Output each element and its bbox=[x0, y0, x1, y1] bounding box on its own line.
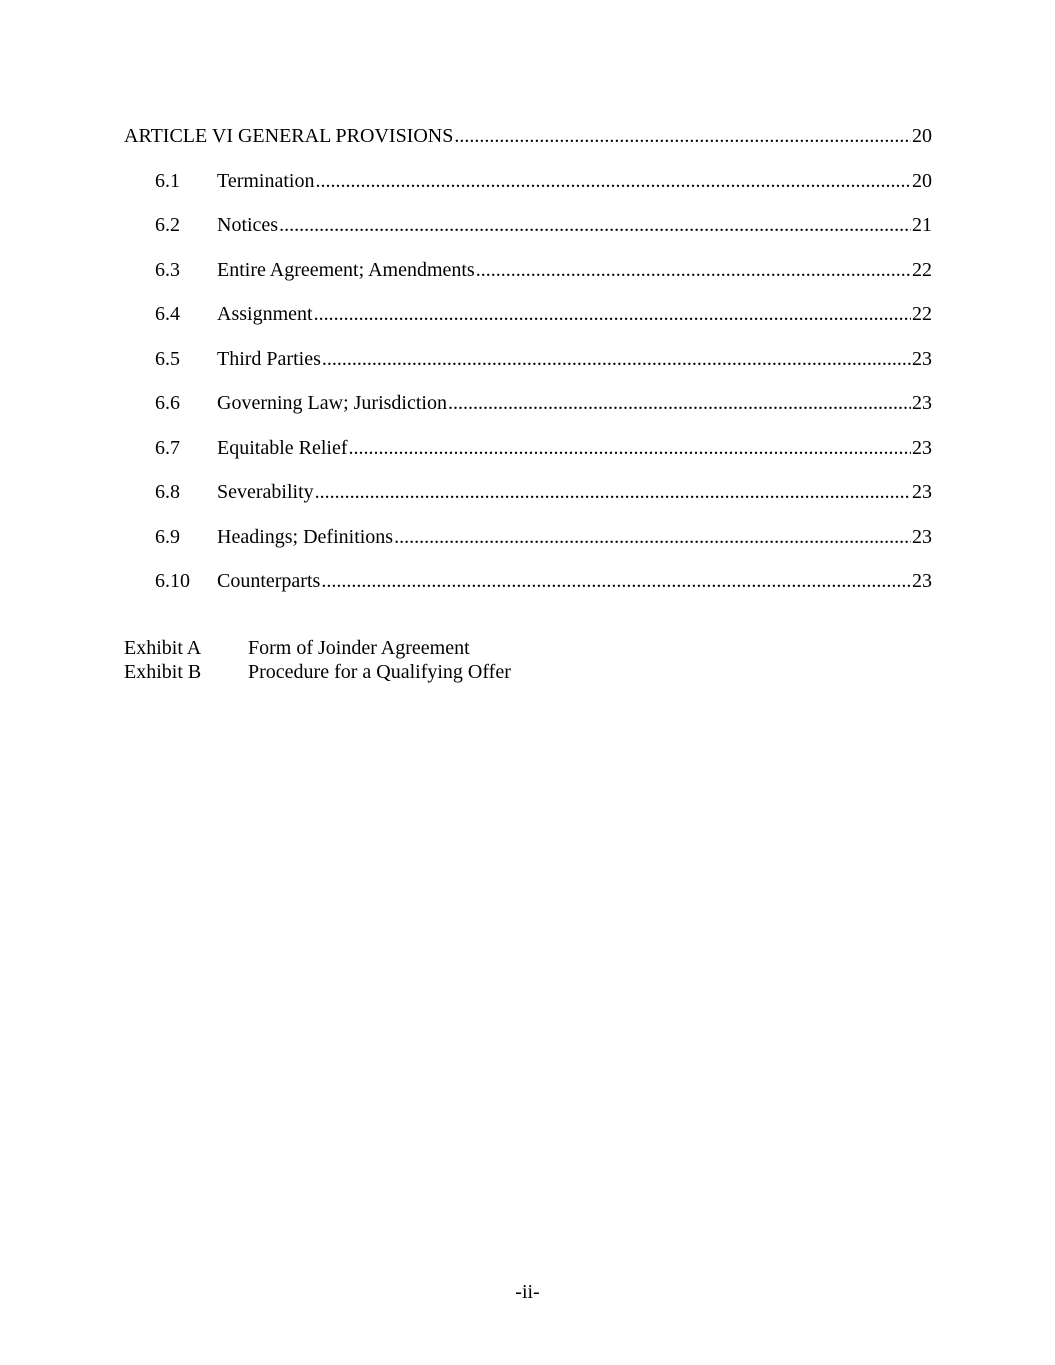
toc-dot-leader bbox=[349, 434, 911, 462]
toc-section-title: Equitable Relief bbox=[217, 436, 348, 459]
toc-section-number: 6.7 bbox=[155, 436, 180, 459]
toc-section-number: 6.4 bbox=[155, 303, 180, 325]
toc-page-number: 23 bbox=[912, 436, 932, 459]
toc-section-number: 6.1 bbox=[155, 169, 180, 192]
toc-section-number: 6.10 bbox=[155, 570, 190, 592]
toc-section-entry[interactable] bbox=[124, 300, 932, 345]
toc-section-entry[interactable] bbox=[124, 211, 932, 256]
page-number-footer: -ii- bbox=[515, 1281, 540, 1303]
toc-article-title: ARTICLE VI GENERAL PROVISIONS bbox=[124, 125, 454, 147]
toc-dot-leader bbox=[476, 256, 911, 284]
table-of-contents bbox=[124, 122, 932, 612]
toc-page-number: 23 bbox=[912, 570, 932, 592]
toc-page-number: 22 bbox=[912, 258, 932, 281]
toc-page-number: 23 bbox=[912, 392, 932, 414]
toc-section-entry[interactable] bbox=[124, 523, 932, 568]
toc-page-number: 23 bbox=[912, 525, 932, 548]
toc-section-number: 6.9 bbox=[155, 525, 180, 548]
toc-section-entry[interactable] bbox=[124, 434, 932, 479]
toc-dot-leader bbox=[394, 523, 911, 551]
toc-dot-leader bbox=[322, 345, 911, 373]
toc-page-number: 20 bbox=[912, 169, 932, 192]
toc-section-entry[interactable] bbox=[124, 256, 932, 301]
exhibit-list bbox=[124, 636, 511, 684]
toc-section-entry[interactable] bbox=[124, 567, 932, 612]
toc-page-number: 23 bbox=[912, 347, 932, 370]
toc-section-entry[interactable] bbox=[124, 345, 932, 390]
exhibit-title: Procedure for a Qualifying Offer bbox=[248, 661, 511, 683]
toc-page-number: 23 bbox=[912, 481, 932, 503]
toc-dot-leader bbox=[448, 389, 911, 417]
exhibit-entry[interactable] bbox=[124, 660, 511, 684]
exhibit-label: Exhibit B bbox=[124, 661, 202, 683]
toc-article-entry[interactable] bbox=[124, 122, 932, 167]
toc-section-number: 6.8 bbox=[155, 481, 180, 503]
toc-dot-leader bbox=[315, 167, 911, 195]
toc-section-entry[interactable] bbox=[124, 478, 932, 523]
toc-page-number: 21 bbox=[912, 214, 932, 236]
toc-section-title: Counterparts bbox=[217, 570, 321, 592]
toc-section-title: Third Parties bbox=[217, 347, 321, 370]
toc-section-number: 6.6 bbox=[155, 392, 180, 414]
toc-section-title: Entire Agreement; Amendments bbox=[217, 258, 475, 281]
toc-dot-leader bbox=[314, 300, 911, 328]
toc-section-title: Assignment bbox=[217, 303, 313, 325]
toc-section-title: Termination bbox=[217, 169, 315, 192]
toc-section-number: 6.2 bbox=[155, 214, 180, 236]
toc-dot-leader bbox=[279, 211, 911, 239]
toc-section-title: Governing Law; Jurisdiction bbox=[217, 392, 447, 414]
toc-dot-leader bbox=[321, 567, 911, 595]
toc-page-number: 22 bbox=[912, 303, 932, 325]
toc-section-number: 6.5 bbox=[155, 347, 180, 370]
toc-dot-leader bbox=[454, 122, 911, 150]
toc-section-entry[interactable] bbox=[124, 389, 932, 434]
toc-page-number: 20 bbox=[912, 125, 932, 147]
exhibit-title: Form of Joinder Agreement bbox=[248, 637, 470, 659]
toc-section-number: 6.3 bbox=[155, 258, 180, 281]
toc-section-title: Headings; Definitions bbox=[217, 525, 394, 548]
toc-section-title: Severability bbox=[217, 481, 314, 503]
toc-section-entry[interactable] bbox=[124, 167, 932, 212]
toc-section-title: Notices bbox=[217, 214, 279, 236]
exhibit-entry[interactable] bbox=[124, 636, 511, 660]
exhibit-label: Exhibit A bbox=[124, 637, 202, 659]
toc-dot-leader bbox=[315, 478, 911, 506]
